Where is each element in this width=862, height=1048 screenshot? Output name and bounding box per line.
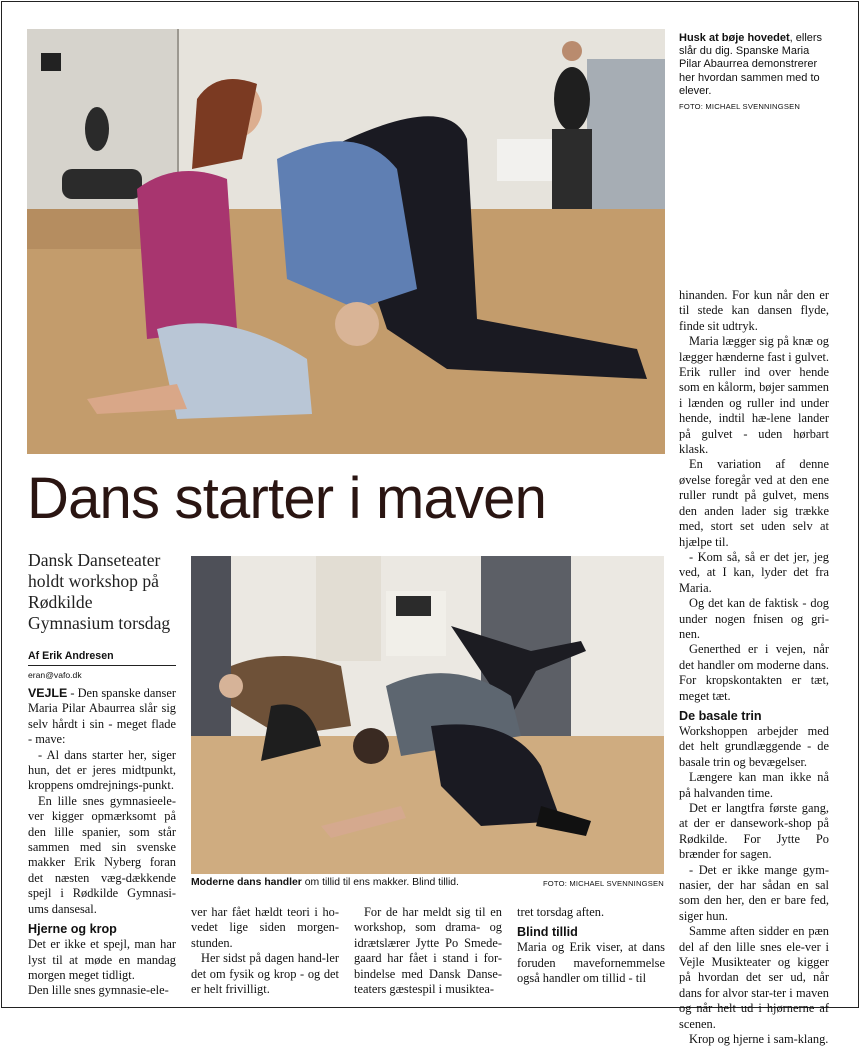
top-photo (27, 29, 665, 454)
bottom-caption-text: om tillid til ens makker. Blind tillid. (301, 877, 459, 888)
col1-p1: - Den spanske danser Maria Pilar Abaurrea slår sig selv hårdt i sin - meget flade - mave: (28, 686, 176, 747)
bottom-photo-caption (191, 877, 664, 888)
article-column-3 (354, 905, 502, 997)
dance-studio-photo-top (27, 29, 665, 454)
article-column-5 (679, 288, 829, 1048)
col4-p1: tret torsdag aften. (517, 905, 605, 919)
col5-p7: Workshoppen arbejder med det helt grundlæggende - de basale trin og bevægelser. (679, 723, 829, 769)
author-email[interactable]: eran@vafo.dk (28, 670, 82, 680)
headline: Dans starter i maven (27, 466, 547, 531)
col1-p5: Den lille snes gymnasie-ele- (28, 983, 169, 998)
col5-p9: Det er langtfra første gang, at der er dansework-shop på Rødkilde. For Jytte Po brænder for sagen. (679, 801, 829, 862)
article-column-1 (28, 686, 176, 999)
col5-p1: hinanden. For kun når den er til stede kan dansen flyde, finde sit udtryk. (679, 288, 829, 333)
top-caption-credit: FOTO: MICHAEL SVENNINGSEN (679, 102, 801, 112)
top-photo-caption (679, 32, 829, 113)
col5-p2: Maria lægger sig på knæ og lægger hænderne fast i gulvet. Erik ruller ind over hende som en kålorm, bøjer sammen i lænden og ruller ind under hende, indtil hæ-lene lander på gulvet - uden hørbart klask. (679, 334, 829, 457)
bottom-photo (191, 556, 664, 874)
col5-p8: Længere kan man ikke nå på halvanden time. (679, 770, 829, 800)
col5-p4: - Kom så, så er det jer, jeg ved, at I kan, lyder det fra Maria. (679, 549, 829, 595)
col3-p1: For de har meldt sig til en workshop, som drama- og idrætslærer Jytte Po Smede-gaard har fået i stand i for-bindelse med Dansk Danse-teaters gæstespil i musiktea- (354, 905, 502, 997)
col5-p6: Generthed er i vejen, når det handler om moderne dans. For kropskontakten er tæt, meget tæt. (679, 642, 829, 703)
col5-p12: Krop og hjerne i sam-klang. (689, 1032, 829, 1047)
top-caption-lead: Husk at bøje hovedet (679, 32, 790, 44)
col5-p5: Og det kan de faktisk - dog under nogen fnisen og gri-nen. (679, 596, 829, 641)
col1-p3: En lille snes gymnasieele-ver kigger opmærksomt på den lille spanier, som står sammen med sin svenske makker Erik Nyberg foran det næsten væg-dækkende spejl i Rødkilde Gymnasi-ums dansesal. (28, 793, 176, 916)
col2-p2: Her sidst på dagen hand-ler det om fysik og krop - og det er helt frivilligt. (191, 951, 339, 997)
bottom-caption-credit: FOTO: MICHAEL SVENNINGSEN (542, 879, 664, 888)
dance-studio-photo-bottom (191, 556, 664, 874)
byline: Af Erik Andresen (28, 650, 114, 662)
col4-p2: Maria og Erik viser, at dans foruden mavefornemmelse også handler om tillid - til (517, 940, 665, 986)
top-caption-text: , ellers slår du dig. Spanske Maria Pilar Abaurrea demonstrerer her hvordan sammen med to elever. (679, 32, 823, 97)
col1-p2: - Al dans starter her, siger hun, det er jeres midtpunkt, kroppens omdrejnings-punkt. (28, 747, 176, 793)
bottom-caption-lead: Moderne dans handler (191, 877, 302, 888)
dateline: VEJLE (28, 686, 68, 700)
subhead-de-basale-trin: De basale trin (679, 708, 762, 723)
deck: Dansk Danseteater holdt workshop på Rødkilde Gymnasium torsdag (28, 550, 171, 633)
subhead-blind-tillid: Blind tillid (517, 925, 578, 940)
col5-p11: Samme aften sidder en pæn del af den lille snes ele-ver i Vejle Musikteater og kigger på hvordan det ser ud, når dans for alvor star-ter i maven og når helt ud i hjørnerne af scenen. (679, 924, 829, 1031)
byline-rule (28, 665, 176, 666)
col5-p3: En variation af denne øvelse foregår ved at den ene ruller rundt på gulvet, mens den anden lader sig trække med, stort set uden selv at hjælpe til. (679, 457, 829, 549)
col1-p4: Det er ikke et spejl, man har lyst til at møde en mandag morgen meget tidligt. (28, 937, 176, 982)
col2-p1: ver har fået hældt teori i ho-vedet lige siden morgen-stunden. (191, 905, 339, 950)
subhead-hjerne-og-krop: Hjerne og krop (28, 922, 117, 937)
article-column-2 (191, 905, 339, 997)
article-column-4 (517, 905, 665, 987)
col5-p10: - Det er ikke mange gym-nasier, der har sådan en sal som den her, den er bare fed, siger hun. (679, 862, 829, 923)
